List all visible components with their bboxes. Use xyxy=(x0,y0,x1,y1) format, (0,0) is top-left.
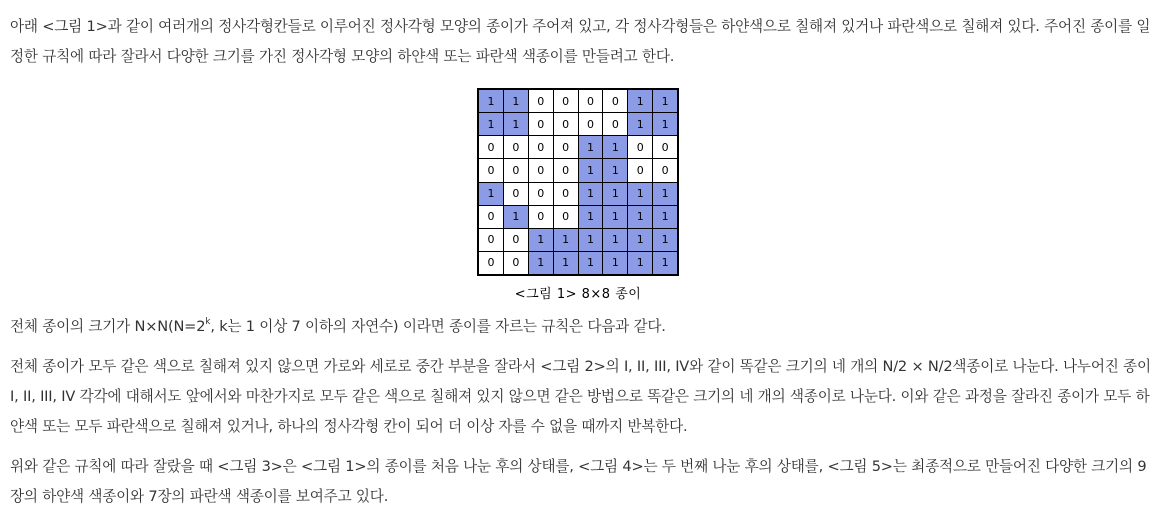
grid-cell: 0 xyxy=(628,136,652,158)
size-paragraph xyxy=(10,312,1152,342)
grid-cell: 0 xyxy=(504,183,528,205)
grid-cell: 1 xyxy=(653,206,677,228)
size-text-after: , k는 1 이상 7 이하의 자연수) 이라면 종이를 자르는 규칙은 다음과 같다. xyxy=(210,318,666,335)
grid-cell: 1 xyxy=(504,206,528,228)
grid-cell: 1 xyxy=(579,136,603,158)
size-text-before: 전체 종이의 크기가 N×N(N=2 xyxy=(10,318,206,335)
grid-cell: 1 xyxy=(529,229,553,251)
grid-cell: 0 xyxy=(504,229,528,251)
figure-caption: <그림 1> 8×8 종이 xyxy=(514,287,642,302)
grid-cell: 0 xyxy=(529,206,553,228)
paper-grid-figure xyxy=(477,88,679,276)
grid-cell: 1 xyxy=(628,113,652,135)
grid-cell: 1 xyxy=(554,229,578,251)
grid-cell: 1 xyxy=(479,90,503,112)
intro-paragraph: 아래 <그림 1>과 같이 여러개의 정사각형칸들로 이루어진 정사각형 모양의 종이가 주어져 있고, 각 정사각형들은 하얀색으로 칠해져 있거나 파란색으로 칠해져 있다. 주어진 종이를 일정한 규칙에 따라 잘라서 다양한 크기를 가진 정사각형 모양의 하얀색 또는 파란색 색종이를 만들려고 한다. xyxy=(10,18,1151,65)
exponent-k: k xyxy=(205,317,211,327)
grid-cell: 0 xyxy=(529,183,553,205)
grid-cell: 0 xyxy=(579,90,603,112)
grid-cell: 0 xyxy=(603,90,627,112)
grid-cell: 1 xyxy=(579,229,603,251)
grid-cell: 1 xyxy=(628,229,652,251)
grid-cell: 1 xyxy=(603,136,627,158)
grid-cell: 0 xyxy=(628,159,652,181)
grid-cell: 0 xyxy=(554,113,578,135)
grid-cell: 0 xyxy=(554,136,578,158)
grid-cell: 1 xyxy=(653,229,677,251)
grid-cell: 1 xyxy=(653,90,677,112)
grid-cell: 1 xyxy=(554,252,578,274)
grid-cell: 0 xyxy=(504,159,528,181)
grid-cell: 0 xyxy=(529,113,553,135)
grid-cell: 1 xyxy=(529,252,553,274)
grid-cell: 0 xyxy=(529,159,553,181)
grid-cell: 0 xyxy=(479,206,503,228)
grid-cell: 0 xyxy=(529,136,553,158)
grid-cell: 0 xyxy=(653,136,677,158)
grid-cell: 0 xyxy=(479,229,503,251)
grid-cell: 1 xyxy=(603,183,627,205)
grid-cell: 0 xyxy=(554,90,578,112)
grid-cell: 1 xyxy=(504,90,528,112)
grid-cell: 0 xyxy=(479,252,503,274)
grid-cell: 1 xyxy=(579,159,603,181)
grid-cell: 1 xyxy=(603,206,627,228)
grid-cell: 1 xyxy=(479,183,503,205)
grid-cell: 1 xyxy=(653,252,677,274)
grid-cell: 1 xyxy=(579,252,603,274)
grid-cell: 1 xyxy=(579,206,603,228)
grid-cell: 0 xyxy=(554,159,578,181)
grid-cell: 0 xyxy=(554,183,578,205)
grid-cell: 1 xyxy=(603,229,627,251)
grid-cell: 0 xyxy=(504,136,528,158)
result-paragraph: 위와 같은 규칙에 따라 잘랐을 때 <그림 3>은 <그림 1>의 종이를 처음 나눈 후의 상태를, <그림 4>는 두 번째 나눈 후의 상태를, <그림 5>는 최종적으로 만들어진 다양한 크기의 9장의 하얀색 색종이와 7장의 파란색 색종이를 보여주고 있다. xyxy=(10,458,1147,505)
grid-cell: 1 xyxy=(628,90,652,112)
grid-cell: 1 xyxy=(579,183,603,205)
grid-cell: 1 xyxy=(628,183,652,205)
grid-cell: 1 xyxy=(653,183,677,205)
grid-cell: 1 xyxy=(628,206,652,228)
grid-cell: 1 xyxy=(603,159,627,181)
grid-cell: 0 xyxy=(529,90,553,112)
grid-cell: 0 xyxy=(504,252,528,274)
grid-cell: 0 xyxy=(554,206,578,228)
grid-cell: 1 xyxy=(603,252,627,274)
grid-cell: 1 xyxy=(653,113,677,135)
rule-paragraph: 전체 종이가 모두 같은 색으로 칠해져 있지 않으면 가로와 세로로 중간 부분을 잘라서 <그림 2>의 I, II, III, IV와 같이 똑같은 크기의 네 개의 N/2 × N/2색종이로 나눈다. 나누어진 종이 I, II, III, IV 각각에 대해서도 앞에서와 마찬가지로 모두 같은 색으로 칠해져 있지 않으면 같은 방법으로 똑같은 크기의 네 개의 색종이로 나눈다. 이와 같은 과정을 잘라진 종이가 모두 하얀색 또는 모두 파란색으로 칠해져 있거나, 하나의 정사각형 칸이 되어 더 이상 자를 수 없을 때까지 반복한다. xyxy=(10,358,1151,435)
grid-cell: 0 xyxy=(579,113,603,135)
grid-cell: 0 xyxy=(603,113,627,135)
grid-cell: 0 xyxy=(479,136,503,158)
grid-cell: 1 xyxy=(628,252,652,274)
grid-cell: 1 xyxy=(504,113,528,135)
grid-cell: 1 xyxy=(479,113,503,135)
grid-cell: 0 xyxy=(479,159,503,181)
grid-cell: 0 xyxy=(653,159,677,181)
